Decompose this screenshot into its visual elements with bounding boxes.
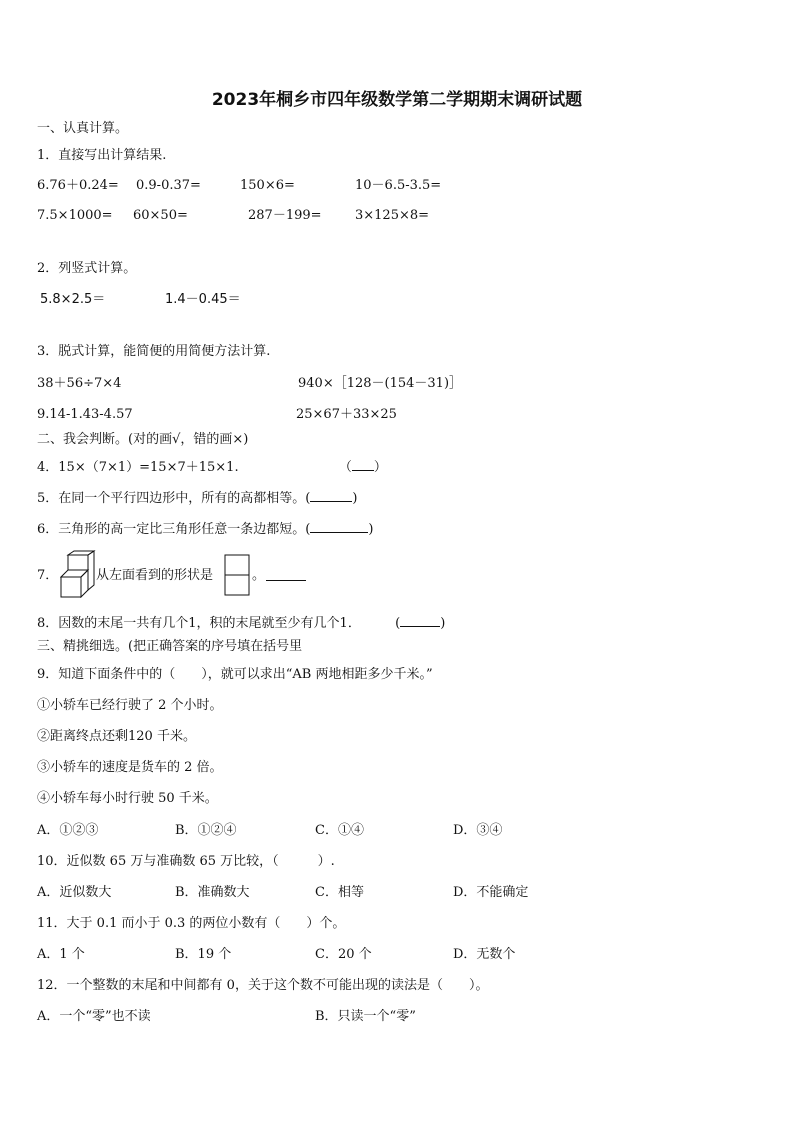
question-2-label: 2．列竖式计算。 — [37, 261, 137, 276]
q3-item: 25×67＋33×25 — [296, 407, 397, 422]
q10-option-a[interactable]: A．近似数大 — [37, 885, 112, 900]
q7-number: 7． — [37, 568, 59, 583]
question-1-label: 1．直接写出计算结果. — [37, 148, 167, 163]
question-3-label: 3．脱式计算，能简便的用简便方法计算. — [37, 344, 271, 359]
q2-item: 1.4－0.45＝ — [165, 292, 241, 307]
question-10-text: 10．近似数 65 万与准确数 65 万比较，（ ）. — [37, 854, 335, 869]
q10-option-d[interactable]: D．不能确定 — [453, 885, 529, 900]
q1-item: 150×6= — [240, 178, 295, 193]
section-2-heading: 二、我会判断。(对的画√，错的画×) — [37, 432, 249, 447]
answer-blank[interactable] — [310, 489, 352, 502]
q3-item: 940×［128－(154－31)］ — [298, 376, 463, 391]
q11-option-c[interactable]: C．20 个 — [315, 947, 372, 962]
q1-item: 6.76＋0.24= — [37, 178, 119, 193]
answer-blank[interactable] — [266, 568, 306, 581]
q7-end: 。 — [252, 568, 266, 583]
q1-item: 7.5×1000= — [37, 208, 113, 223]
q3-item: 9.14-1.43-4.57 — [37, 407, 133, 422]
q10-option-c[interactable]: C．相等 — [315, 885, 364, 900]
q1-item: 10－6.5-3.5= — [355, 178, 442, 193]
q9-condition: ②距离终点还剩120 千米。 — [37, 729, 196, 744]
question-6 — [37, 520, 373, 538]
q9-condition: ④小轿车每小时行驶 50 千米。 — [37, 791, 218, 806]
question-11-text: 11．大于 0.1 而小于 0.3 的两位小数有（ ）个。 — [37, 916, 346, 931]
q1-item: 0.9-0.37= — [136, 178, 201, 193]
q11-option-a[interactable]: A．1 个 — [37, 947, 85, 962]
q1-item: 287－199= — [248, 208, 322, 223]
q10-option-b[interactable]: B．准确数大 — [175, 885, 250, 900]
q7-text: 从左面看到的形状是 — [96, 568, 214, 583]
q4-text: 4．15×（7×1）=15×7＋15×1. — [37, 460, 239, 475]
q9-option-a[interactable]: A．①②③ — [37, 823, 99, 838]
q3-item: 38＋56÷7×4 — [37, 376, 122, 391]
q1-item: 3×125×8= — [355, 208, 430, 223]
question-8 — [37, 614, 445, 632]
q5-text: 5．在同一个平行四边形中，所有的高都相等。( — [37, 491, 311, 506]
q8-paren-right: ) — [440, 616, 446, 631]
answer-blank[interactable] — [400, 614, 440, 627]
question-12-text: 12．一个整数的末尾和中间都有 0，关于这个数不可能出现的读法是（ ）。 — [37, 978, 489, 993]
section-3-heading: 三、精挑细选。(把正确答案的序号填在括号里 — [37, 639, 303, 654]
answer-blank[interactable] — [352, 458, 374, 471]
q11-option-b[interactable]: B．19 个 — [175, 947, 232, 962]
q5-paren-right: ) — [352, 491, 358, 506]
cube-stack-figure — [60, 550, 96, 598]
q6-paren-right: ) — [368, 522, 374, 537]
q4-paren-left: （ — [338, 460, 352, 475]
q4-paren-right: ） — [373, 460, 387, 475]
q9-condition: ①小轿车已经行驶了 2 个小时。 — [37, 698, 223, 713]
q6-text: 6．三角形的高一定比三角形任意一条边都短。( — [37, 522, 311, 537]
q11-option-d[interactable]: D．无数个 — [453, 947, 516, 962]
q8-text: 8．因数的末尾一共有几个1，积的末尾就至少有几个1． — [37, 616, 361, 631]
q12-option-a[interactable]: A．一个“零”也不读 — [37, 1009, 151, 1024]
q8-paren-left: ( — [395, 616, 401, 631]
q9-condition: ③小轿车的速度是货车的 2 倍。 — [37, 760, 223, 775]
answer-blank[interactable] — [310, 520, 368, 533]
left-view-figure — [224, 554, 250, 596]
q9-option-d[interactable]: D．③④ — [453, 823, 503, 838]
q12-option-b[interactable]: B．只读一个“零” — [315, 1009, 416, 1024]
question-9-text: 9．知道下面条件中的（ ），就可以求出“AB 两地相距多少千米。” — [37, 667, 433, 682]
question-4 — [37, 458, 387, 476]
q9-option-b[interactable]: B．①②④ — [175, 823, 237, 838]
q1-item: 60×50= — [133, 208, 188, 223]
page-title: 2023年桐乡市四年级数学第二学期期末调研试题 — [211, 90, 583, 110]
question-5 — [37, 489, 357, 507]
q9-option-c[interactable]: C．①④ — [315, 823, 364, 838]
q2-item: 5.8×2.5＝ — [40, 292, 106, 307]
section-1-heading: 一、认真计算。 — [37, 121, 129, 136]
